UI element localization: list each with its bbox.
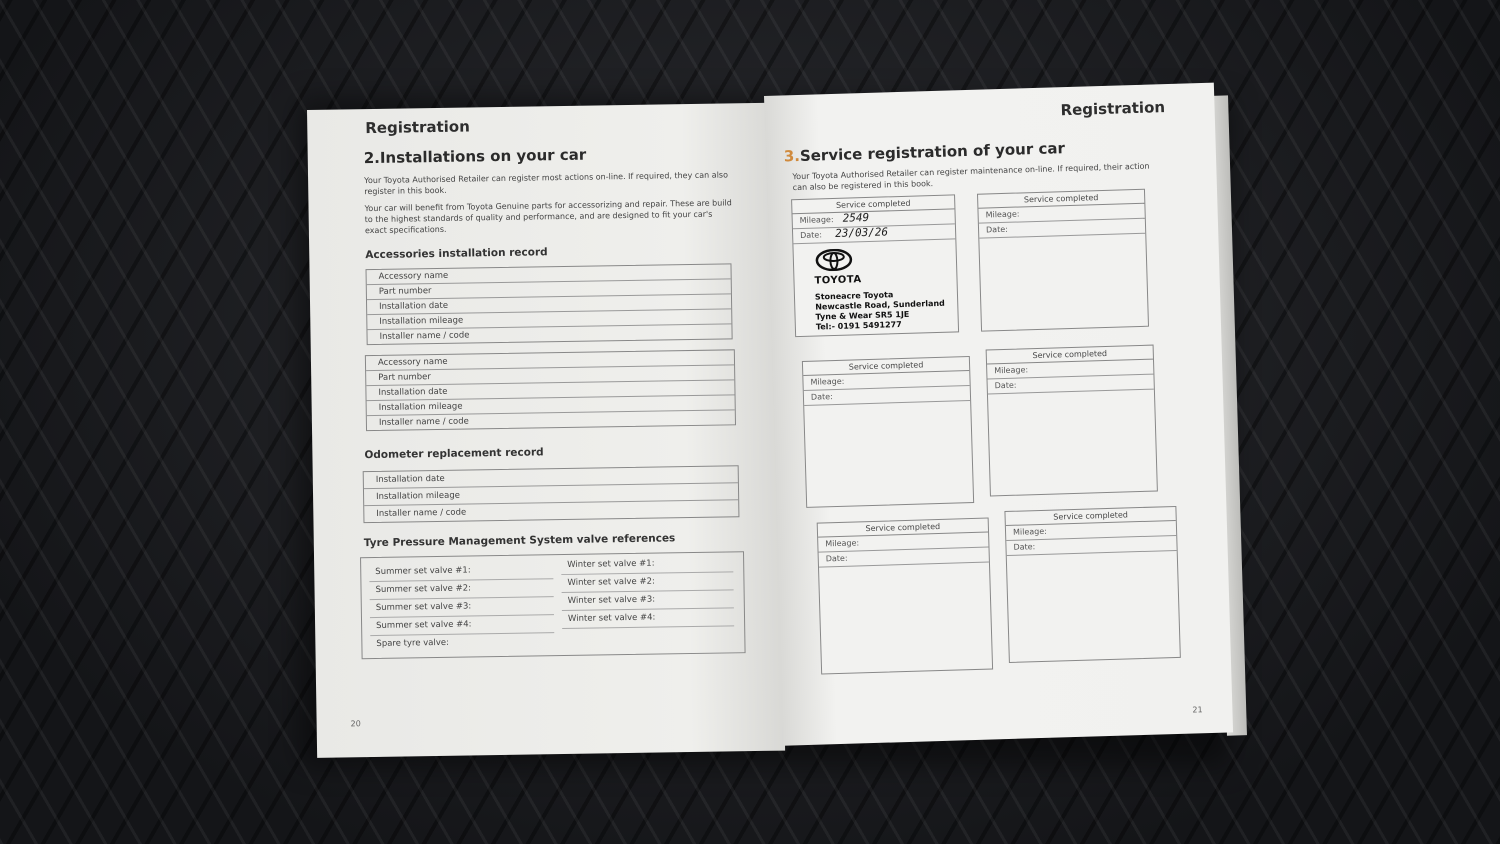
installations-heading: 2.Installations on your car	[363, 145, 587, 168]
service-card-title: Service completed	[987, 346, 1153, 365]
service-card-6	[1004, 506, 1180, 663]
stamp-line-4: Tel:- 0191 5491277	[815, 320, 902, 332]
service-intro: Your Toyota Authorised Retailer can register maintenance on-line. If required, their action can also be registered in this book.	[792, 161, 1150, 193]
installation-mileage-field: Installation mileage	[367, 309, 731, 330]
installation-date-field: Installation date	[367, 294, 731, 315]
service-card-5	[817, 518, 993, 675]
service-card-title: Service completed	[818, 519, 988, 538]
date-row: Date:	[819, 548, 989, 568]
summer-valve-1: Summer set valve #1:	[369, 561, 553, 582]
summer-valve-2: Summer set valve #2:	[369, 579, 553, 600]
stamp-line-1: Stoneacre Toyota	[814, 290, 894, 302]
odometer-title: Odometer replacement record	[364, 446, 544, 462]
toyota-logo-icon	[814, 248, 855, 271]
mileage-row: Mileage:	[1006, 521, 1176, 541]
handwritten-date: 23/03/26	[834, 225, 889, 240]
page-number: 21	[1192, 705, 1203, 715]
winter-valve-3: Winter set valve #3:	[562, 590, 734, 611]
mileage-label: Mileage:	[799, 214, 834, 225]
section-header: Registration	[365, 117, 470, 138]
installer-name-field: Installer name / code	[379, 330, 470, 342]
date-row: Date:	[979, 219, 1145, 239]
date-label: Date:	[800, 230, 823, 240]
mileage-row: Mileage:	[978, 204, 1144, 224]
section-header: Registration	[1060, 98, 1166, 120]
service-card-title: Service completed	[1005, 507, 1175, 526]
installer-name-field: Installer name / code	[378, 416, 469, 428]
accessories-title: Accessories installation record	[365, 246, 548, 262]
date-row: Date:	[1006, 536, 1176, 556]
service-heading	[784, 139, 1066, 165]
service-card-title: Service completed	[978, 190, 1144, 209]
winter-valve-2: Winter set valve #2:	[561, 572, 733, 593]
stamp-brand: TOYOTA	[814, 274, 862, 287]
spare-valve: Spare tyre valve:	[376, 637, 450, 649]
service-card-1	[791, 194, 959, 337]
service-card-3	[802, 356, 974, 508]
installation-date-field: Installation date	[366, 380, 734, 401]
installer-name-field: Installer name / code	[376, 507, 467, 519]
winter-valve-1: Winter set valve #1:	[561, 554, 733, 575]
service-card-title: Service completed	[792, 195, 954, 214]
right-page	[764, 83, 1233, 746]
winter-valve-4: Winter set valve #4:	[562, 608, 734, 629]
service-card-2	[977, 189, 1149, 332]
tpms-table	[360, 551, 746, 659]
winter-valves-column	[561, 554, 734, 629]
tpms-title: Tyre Pressure Management System valve references	[363, 532, 676, 550]
service-card-4	[986, 345, 1158, 497]
intro-paragraph-2: Your car will benefit from Toyota Genuine parts for accessorizing and repair. These are build to the highest standards of quality and performance, and are designed to fit your car's exact specifications.	[364, 198, 732, 236]
heading-number: 3.	[783, 146, 801, 166]
accessory-record-2	[365, 349, 736, 431]
accessory-name-field: Accessory name	[367, 264, 731, 285]
mileage-row: Mileage:	[987, 360, 1153, 380]
installation-mileage-field: Installation mileage	[367, 395, 735, 416]
installation-date-field: Installation date	[364, 466, 738, 489]
page-number: 20	[350, 719, 361, 729]
accessory-record-1	[366, 263, 733, 345]
date-row: Date:	[804, 386, 970, 406]
handwritten-mileage: 2549	[842, 210, 870, 225]
mileage-row: Mileage:	[818, 533, 988, 553]
date-row: Date:	[988, 375, 1154, 395]
summer-valve-3: Summer set valve #3:	[370, 597, 554, 618]
part-number-field: Part number	[367, 279, 731, 300]
part-number-field: Part number	[366, 365, 734, 386]
mileage-row: Mileage:	[803, 371, 969, 391]
stamp-line-3: Tyne & Wear SR5 1JE	[815, 309, 910, 322]
odometer-record	[363, 465, 740, 523]
intro-paragraph-1: Your Toyota Authorised Retailer can register most actions on-line. If required, they can also register in this book.	[364, 170, 729, 197]
left-page	[307, 103, 785, 758]
summer-valve-4: Summer set valve #4:	[370, 615, 554, 636]
retailer-stamp	[814, 246, 946, 333]
service-card-title: Service completed	[803, 357, 969, 376]
summer-valves-column	[369, 561, 554, 653]
heading-text: Service registration of your car	[799, 139, 1066, 165]
installation-mileage-field: Installation mileage	[364, 483, 738, 506]
stamp-line-2: Newcastle Road, Sunderland	[815, 298, 945, 312]
accessory-name-field: Accessory name	[366, 350, 734, 371]
